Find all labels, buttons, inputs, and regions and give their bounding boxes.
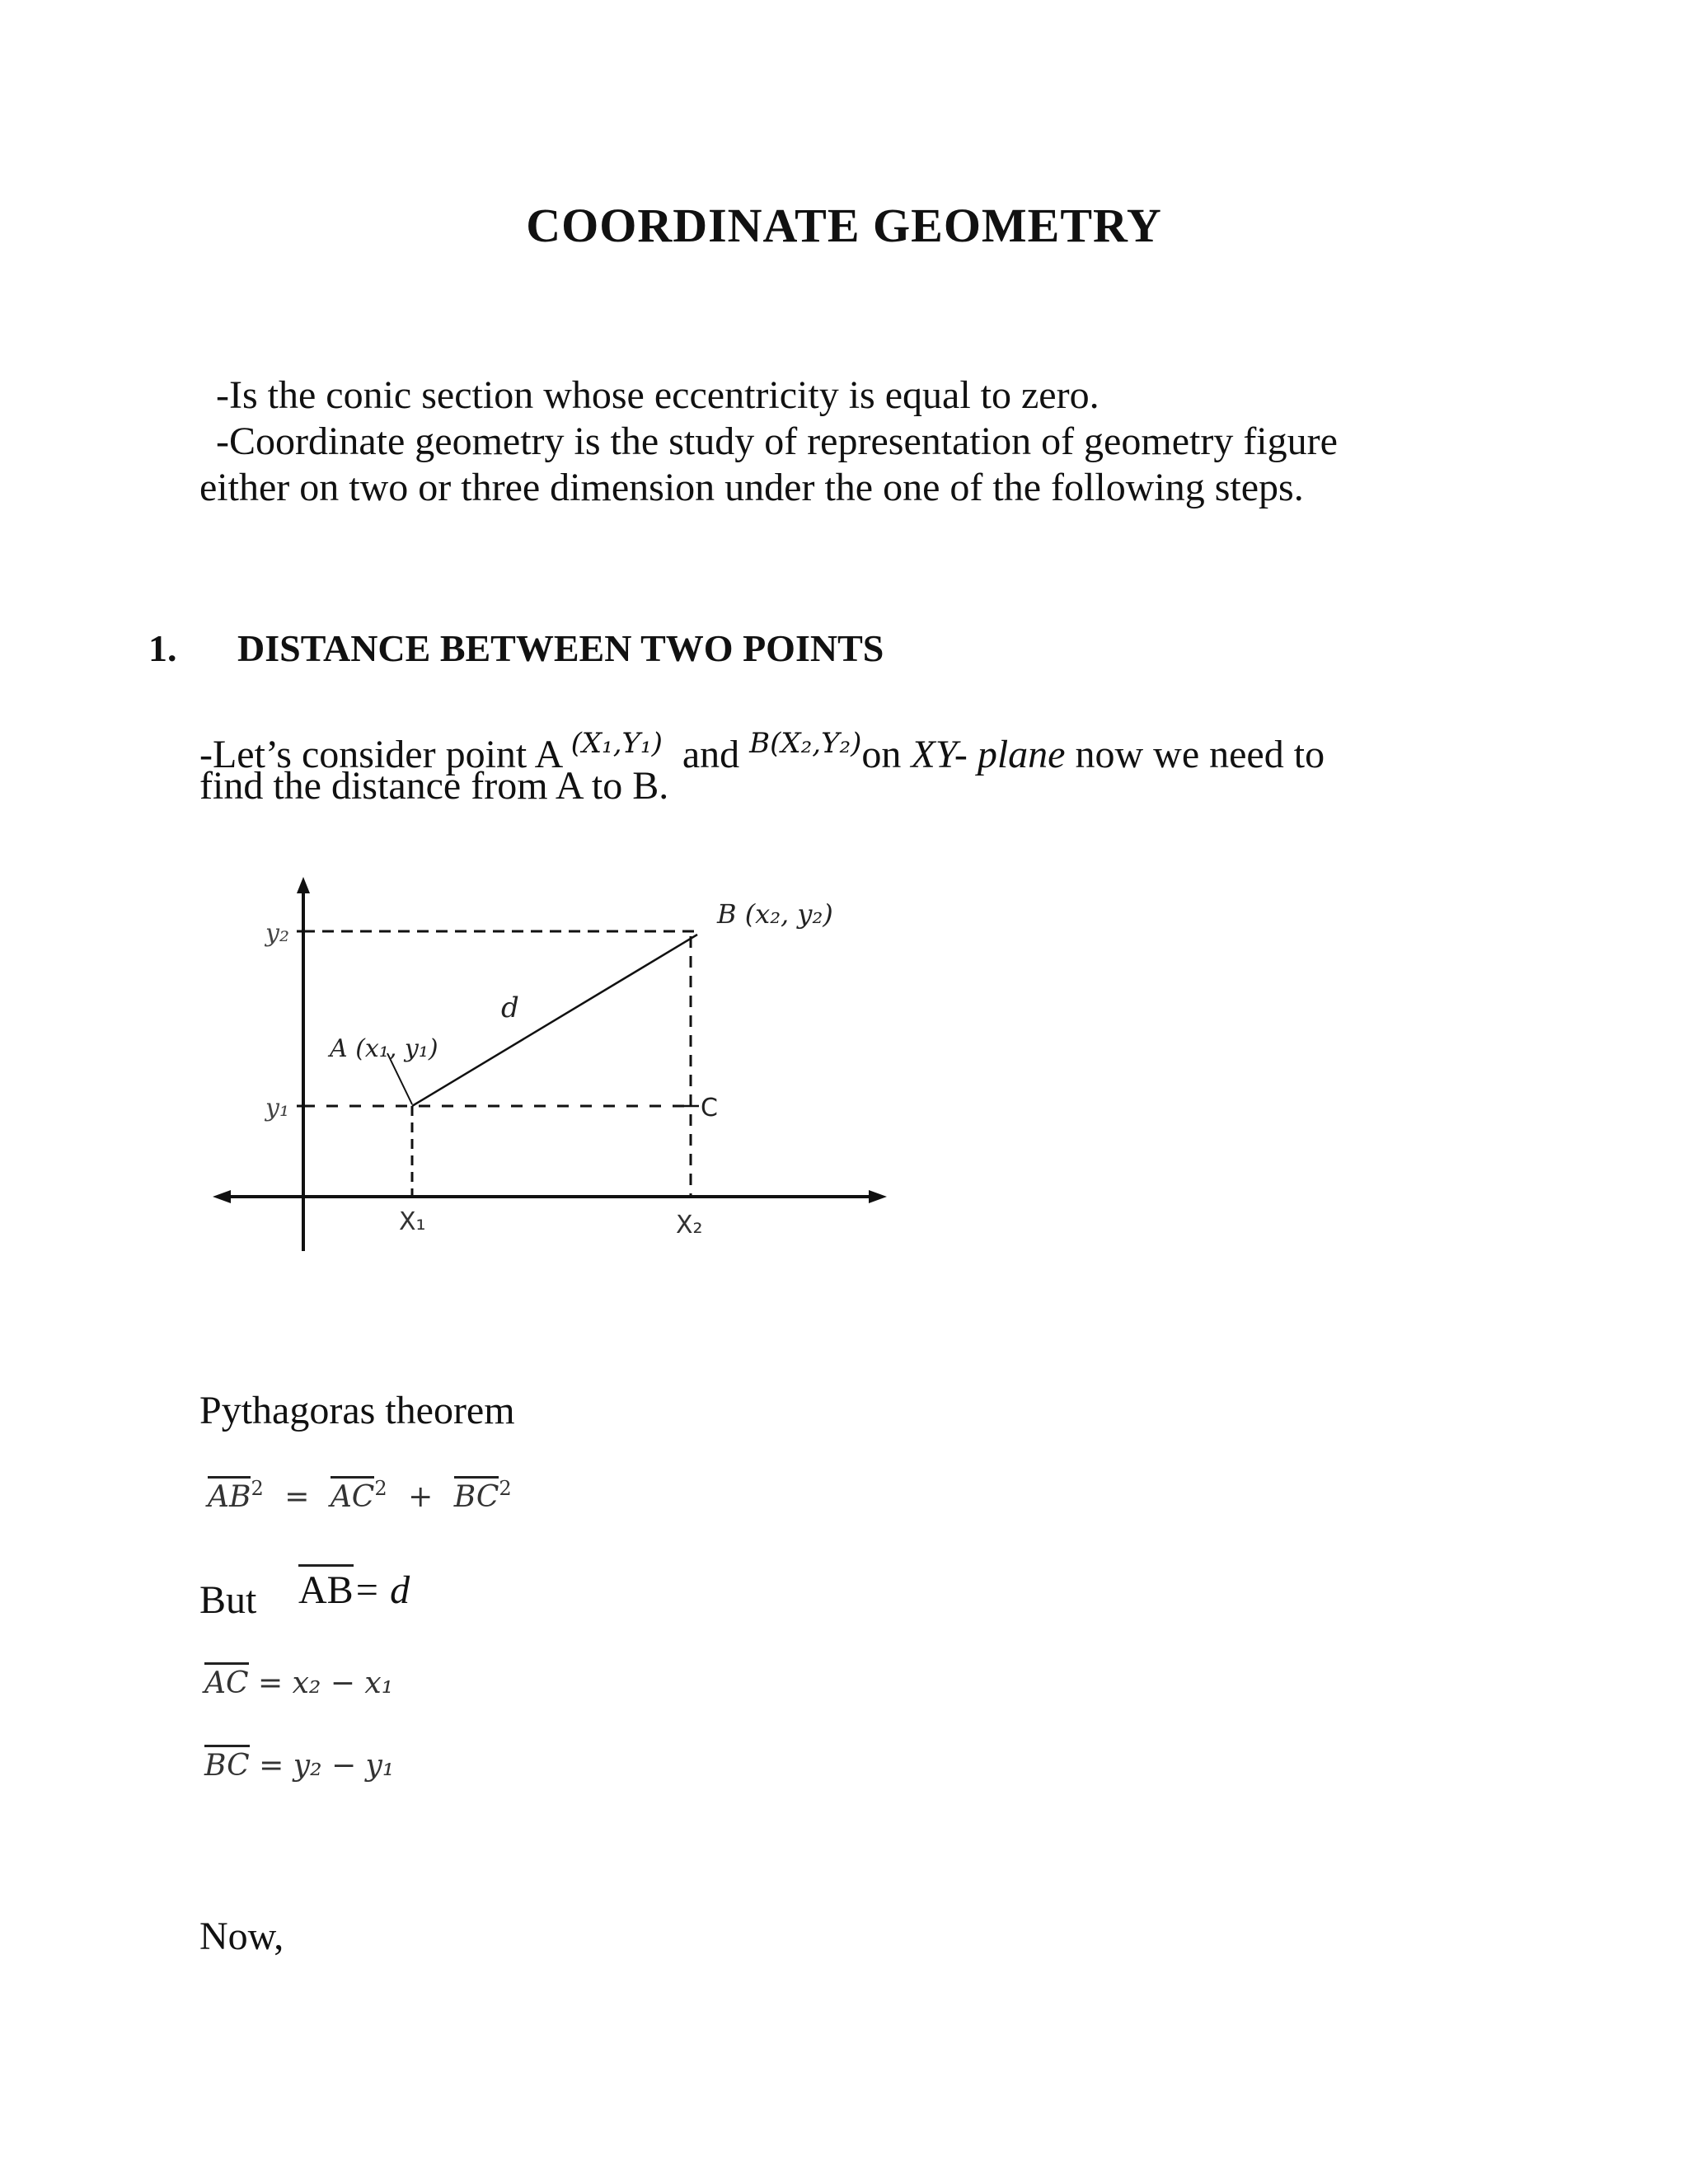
y-axis-arrow-icon <box>297 877 310 893</box>
label-y1: y₁ <box>265 1094 289 1122</box>
eq-ab: AB <box>208 1476 251 1514</box>
pythagoras-title: Pythagoras theorem <box>199 1389 515 1432</box>
section-number: 1. <box>148 627 177 669</box>
x-axis-right-arrow-icon <box>869 1190 887 1203</box>
text-on: on <box>861 733 902 776</box>
label-point-b: B (x₂, y₂) <box>717 898 833 930</box>
label-c: C <box>701 1094 718 1122</box>
label-point-a: A (x₁, y₁) <box>330 1034 438 1063</box>
distance-diagram <box>206 874 907 1269</box>
section-text-line-2: find the distance from A to B. <box>199 764 669 808</box>
section-heading: DISTANCE BETWEEN TWO POINTS <box>237 627 884 669</box>
now-label: Now, <box>199 1915 284 1958</box>
eq-ac: AC <box>331 1476 375 1514</box>
label-y2: y₂ <box>265 919 289 948</box>
intro-line-2: -Coordinate geometry is the study of representation of geometry figure <box>216 419 1338 463</box>
ac-equation <box>204 1666 393 1700</box>
intro-line-3: either on two or three dimension under the one of the following steps. <box>199 466 1304 509</box>
point-b-coords: B(X₂,Y₂) <box>749 727 862 760</box>
text-and: and <box>682 733 740 776</box>
ac-segment: AC <box>204 1662 249 1700</box>
page-title: COORDINATE GEOMETRY <box>526 199 1162 252</box>
segment-d <box>412 935 697 1106</box>
label-d: d <box>501 991 519 1024</box>
eq-bc: BC <box>454 1476 499 1514</box>
text-rest: now we need to <box>1075 733 1325 776</box>
pythagoras-equation: $AB^2 = AC^2 + BC^2$ <box>208 1477 512 1514</box>
bc-segment: BC <box>204 1745 250 1783</box>
but-label: But <box>199 1578 257 1622</box>
label-x1: X₁ <box>399 1207 426 1236</box>
bc-expression: = y₂ − y₁ <box>259 1749 395 1783</box>
point-a-coords: (X₁,Y₁) <box>570 727 663 760</box>
intro-line-1: -Is the conic section whose eccentricity is equal to zero. <box>216 373 1100 417</box>
text-consider-a: -Let’s consider point A <box>199 733 561 776</box>
xy-plane: XY- plane <box>911 733 1066 776</box>
bc-equation <box>204 1749 394 1783</box>
label-x2: X₂ <box>676 1211 703 1240</box>
x-axis-left-arrow-icon <box>213 1190 231 1203</box>
ac-expression: = x₂ − x₁ <box>258 1666 394 1700</box>
ab-value: = d <box>353 1568 410 1612</box>
ab-equals-d <box>298 1568 410 1613</box>
ab-segment: AB <box>298 1564 354 1612</box>
